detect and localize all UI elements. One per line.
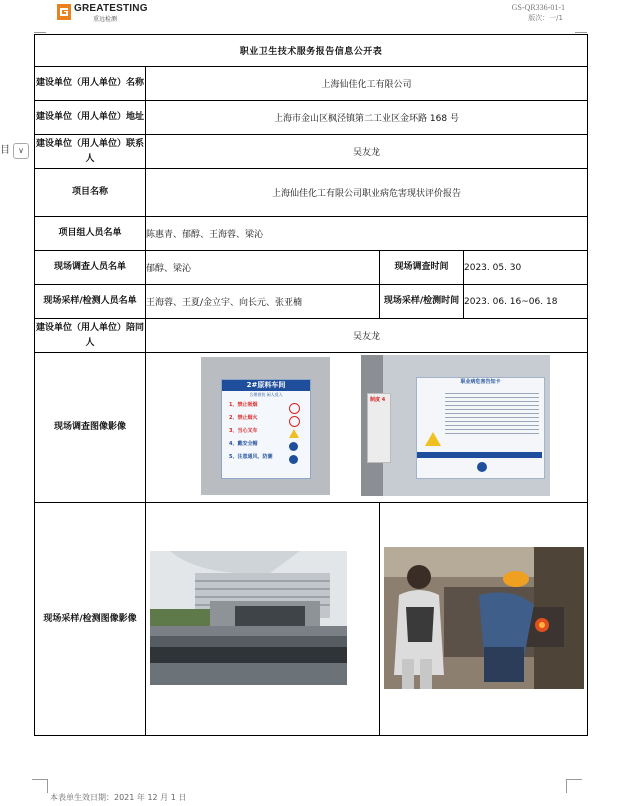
survey-staff-label: 现场调查人员名单 — [35, 251, 146, 285]
address-label: 建设单位（用人单位）地址 — [35, 101, 146, 135]
crop-mark-bottom-right-h — [566, 779, 582, 780]
crop-mark-bottom-left-v — [47, 779, 48, 793]
company-value: 上海仙佳化工有限公司 — [146, 67, 588, 101]
sampling-staff-label: 现场采样/检测人员名单 — [35, 285, 146, 319]
sign-rule: 5、注意通风、防潮 — [229, 454, 273, 460]
hazard-text-block — [445, 390, 539, 434]
escort-label: 建设单位（用人单位）陪同人 — [35, 319, 146, 353]
form-effective-date: 本表单生效日期：2021 年 12 月 1 日 — [50, 793, 187, 802]
title-row — [35, 35, 588, 67]
project-label: 项目名称 — [35, 169, 146, 217]
crop-mark-top-right-h — [575, 32, 587, 33]
sampling-images-label: 现场采样/检测图像影像 — [35, 503, 146, 736]
sign-subtitle: 合理着装 闲人莫入 — [249, 392, 283, 397]
address-value: 上海市金山区枫泾镇第二工业区金环路 168 号 — [146, 101, 588, 135]
project-value: 上海仙佳化工有限公司职业病危害现状评价报告 — [146, 169, 588, 217]
hazard-ppe-icon — [477, 462, 487, 472]
crop-mark-top-left-h — [34, 32, 46, 33]
hazard-blue-bar — [417, 452, 542, 458]
building-scene — [150, 551, 347, 685]
info-disclosure-table — [34, 34, 588, 736]
company-label: 建设单位（用人单位）名称 — [35, 67, 146, 101]
left-poster — [367, 393, 391, 463]
crop-mark-bottom-left-h — [32, 779, 48, 780]
sampling-image-cell-1 — [146, 503, 380, 736]
sampling-staff-value: 王海蓉、王夏/金立宇、向长元、张亚楠 — [146, 285, 380, 319]
sampling-time-value: 2023. 06. 16~06. 18 — [464, 285, 588, 319]
sign-helmet-icon — [289, 442, 298, 451]
sign-title: 2#原料车间 — [222, 380, 310, 391]
logo-subtitle: 重远检测 — [93, 16, 118, 23]
sign-ventilation-icon — [289, 455, 298, 464]
row-contact — [35, 135, 588, 169]
row-survey-images — [35, 353, 588, 503]
contact-label: 建设单位（用人单位）联系人 — [35, 135, 146, 169]
sign-rule: 4、戴安全帽 — [229, 441, 258, 447]
sign-fire-icon — [289, 416, 300, 427]
row-project — [35, 169, 588, 217]
survey-staff-value: 郁醇、梁沁 — [146, 251, 380, 285]
survey-photo-workshop-sign — [201, 357, 330, 495]
document-code: GS-QR336-01-1 — [511, 3, 565, 12]
row-team — [35, 217, 588, 251]
row-survey — [35, 251, 588, 285]
form-title: 职业卫生技术服务报告信息公开表 — [35, 35, 588, 67]
escort-value: 吴友龙 — [146, 319, 588, 353]
company-logo — [57, 3, 157, 23]
sampling-time-label: 现场采样/检测时间 — [380, 285, 464, 319]
survey-images-cell — [146, 353, 588, 503]
sampling-photo-building — [150, 551, 347, 685]
sign-forklift-icon — [289, 429, 299, 438]
left-poster-title: 制度 4 — [370, 397, 386, 403]
survey-photo-hazard-notice — [361, 355, 550, 496]
side-dropdown-icon[interactable]: ∨ — [13, 143, 29, 159]
team-value: 陈惠青、郁醇、王海蓉、梁沁 — [146, 217, 588, 251]
sampling-image-cell-2 — [380, 503, 588, 736]
row-escort — [35, 319, 588, 353]
team-label: 项目组人员名单 — [35, 217, 146, 251]
survey-time-value: 2023. 05. 30 — [464, 251, 588, 285]
document-version: 版次：一/1 — [528, 14, 563, 22]
row-company — [35, 67, 588, 101]
survey-images-label: 现场调查图像影像 — [35, 353, 146, 503]
sign-rule: 3、当心叉车 — [229, 428, 258, 434]
hazard-notice-title: 职业病危害告知卡 — [460, 379, 501, 385]
hazard-notice-board — [416, 377, 545, 479]
crop-mark-bottom-right-v — [566, 779, 567, 793]
row-sampling-images — [35, 503, 588, 736]
sign-warning-icon — [289, 403, 300, 414]
logo-name: GREATESTING — [74, 3, 148, 14]
workers-scene — [384, 547, 584, 689]
row-sampling — [35, 285, 588, 319]
side-outline-icon[interactable]: 目 — [0, 145, 10, 156]
logo-mark-icon — [57, 4, 71, 20]
sign-rule: 1、禁止吸烟 — [229, 402, 258, 408]
row-address — [35, 101, 588, 135]
hazard-warning-icon — [425, 432, 441, 446]
sign-rule: 2、禁止烟火 — [229, 415, 258, 421]
survey-time-label: 现场调查时间 — [380, 251, 464, 285]
contact-value: 吴友龙 — [146, 135, 588, 169]
sampling-photo-workers — [384, 547, 584, 689]
